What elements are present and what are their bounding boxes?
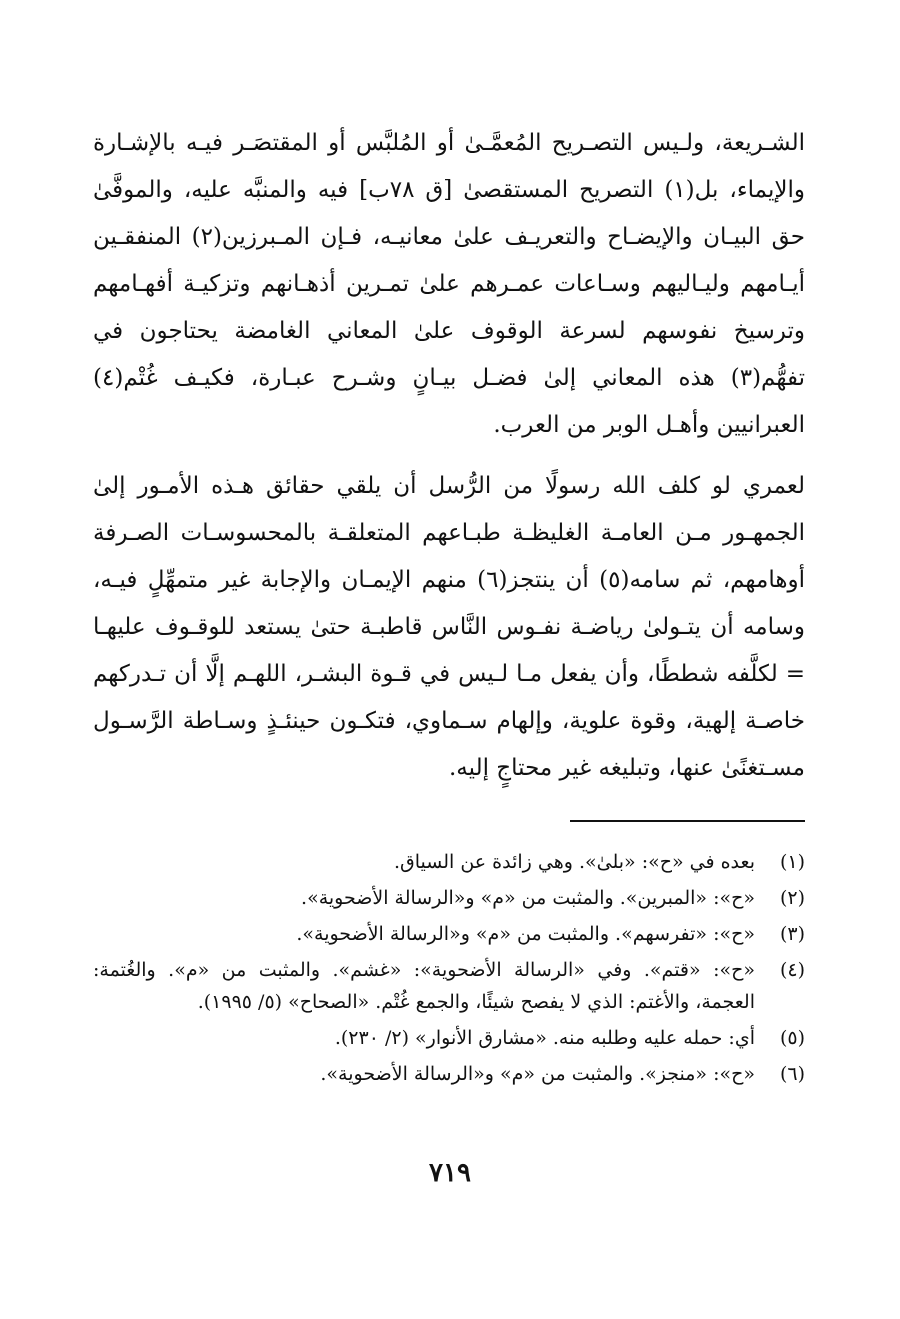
footnote-item [93, 918, 805, 950]
body-paragraph: الشـريعة، ولـيس التصـريح المُعمَّـىٰ أو المُلبَّس أو المقتصَـر فيـه بالإشـارة والإيماء، بل(١) التصريح المستقصىٰ [ق ٧٨ب] فيه والمنبَّه عليه، والموفَّىٰ حق البيـان والإيضـاح والتعريـف علىٰ معانيـه، فـإن المـبرزين(٢) المنفقـين أيـامهم وليـاليهم وسـاعات عمـرهم علىٰ تمـرين أذهـانهم وتزكيـة أفهـامهم وترسيخ نفوسهم لسرعة الوقوف علىٰ المعاني الغامضة يحتاجون في تفهُّم(٣) هذه المعاني إلىٰ فضـل بيـانٍ وشـرح عبـارة، فكيـف غُتْم(٤) العبرانيين وأهـل الوبر من العرب. [93, 130, 805, 438]
page-number: ٧١٩ [429, 1158, 471, 1188]
footnote-item [93, 1022, 805, 1054]
footnotes-list [93, 846, 805, 1094]
footnote-text: «ح»: «منجز». والمثبت من «م» و«الرسالة الأضحوية». [320, 1063, 755, 1085]
footnote-number: (٦) [779, 1063, 805, 1085]
footnote-item [93, 882, 805, 914]
footnote-number: (٢) [779, 887, 805, 909]
footnote-number: (٥) [779, 1027, 805, 1049]
main-text [93, 120, 805, 792]
footnote-number: (١) [779, 851, 805, 873]
body-paragraph: لعمري لو كلف الله رسولًا من الرُّسل أن يلقي حقائق هـذه الأمـور إلىٰ الجمهـور مـن العامـة الغليظـة طبـاعهم المتعلقـة بالمحسوسـات الصـرفة أوهامهم، ثم سامه(٥) أن ينتجز(٦) منهم الإيمـان والإجابة غير متمهِّلٍ فيـه، وسامه أن يتـولىٰ رياضـة نفـوس النَّاس قاطبـة حتىٰ يستعد للوقـوف عليهـا = لكلَّفه شططًا، وأن يفعل مـا لـيس في قـوة البشـر، اللهـم إلَّا أن تـدركهم خاصـة إلهية، وقوة علوية، وإلهام سـماوي، فتكـون حينئـذٍ وسـاطة الرَّسـول مسـتغنًىٰ عنها، وتبليغه غير محتاجٍ إليه. [93, 473, 805, 781]
footnote-text: «ح»: «تفرسهم». والمثبت من «م» و«الرسالة الأضحوية». [296, 923, 755, 945]
footnote-item [93, 954, 805, 1018]
footnote-divider [570, 820, 805, 822]
footnote-text: «ح»: «قتم». وفي «الرسالة الأضحوية»: «غشم». والمثبت من «م». والغُتمة: العجمة، والأغتم: الذي لا يفصح شيئًا، والجمع غُتْم. «الصحاح» (٥/ ١٩٩٥). [93, 959, 755, 1013]
footnote-item [93, 846, 805, 878]
footnote-item [93, 1058, 805, 1090]
footnote-number: (٣) [779, 923, 805, 945]
footnote-text: بعده في «ح»: «بلىٰ». وهي زائدة عن السياق. [393, 851, 755, 873]
footnote-text: «ح»: «المبرين». والمثبت من «م» و«الرسالة الأضحوية». [301, 887, 755, 909]
footnote-number: (٤) [779, 959, 805, 981]
footnote-text: أي: حمله عليه وطلبه منه. «مشارق الأنوار» (٢/ ٢٣٠). [334, 1027, 755, 1049]
